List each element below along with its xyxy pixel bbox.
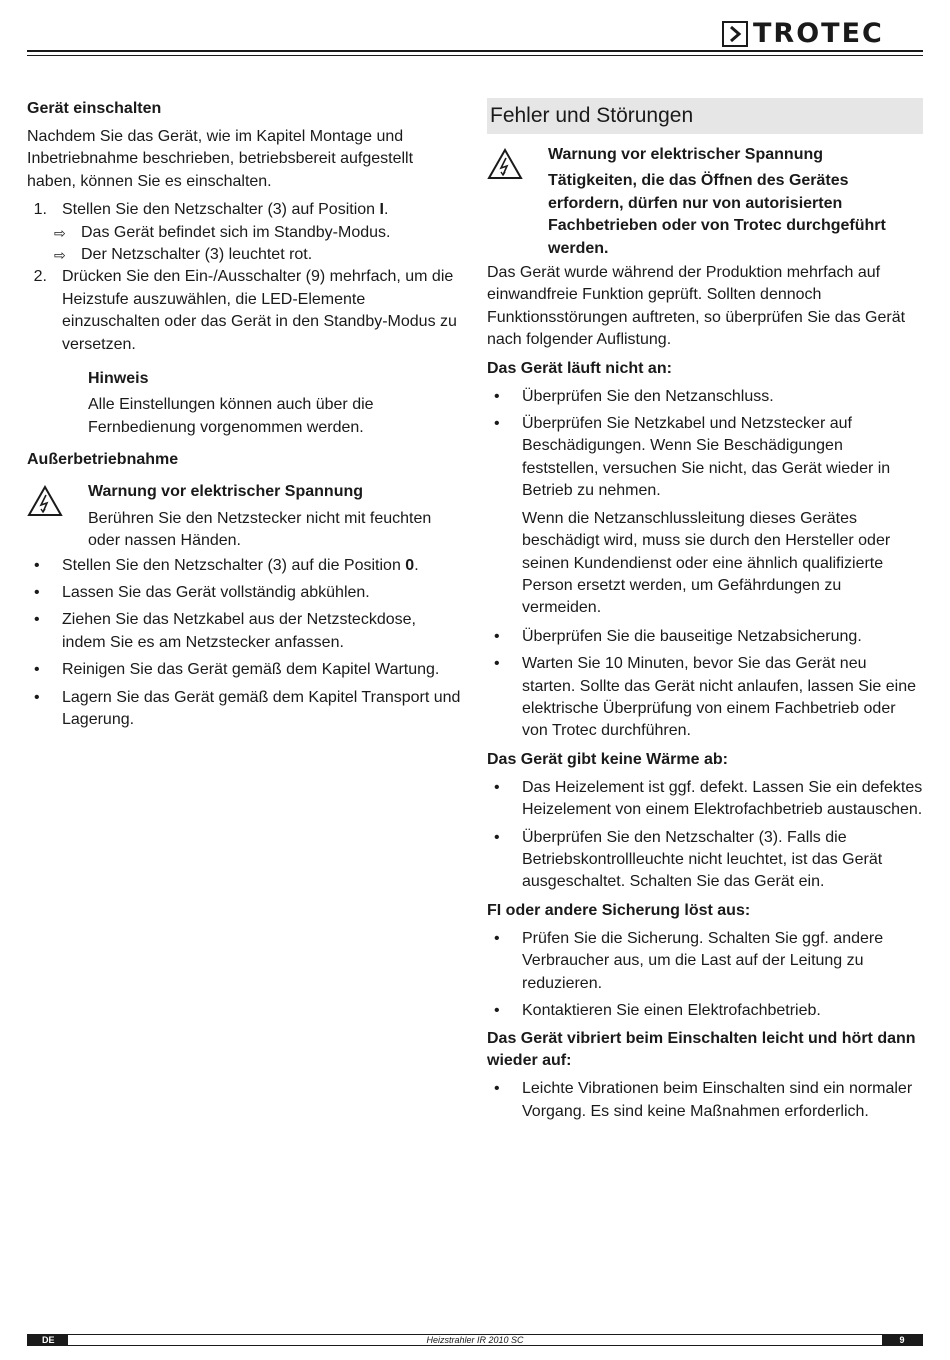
- bullet-icon: •: [494, 387, 500, 405]
- list-item-text: Überprüfen Sie den Netzschalter (3). Falls die Betriebskontrollleuchte nicht leuchtet, ist das Gerät ausgeschaltet. Schalten Sie das Gerät ein.: [522, 828, 883, 891]
- bullet-icon: •: [494, 415, 500, 433]
- bullet-icon: •: [494, 1002, 500, 1019]
- step-end: .: [383, 201, 389, 219]
- list-item-text: Überprüfen Sie den Netzanschluss.: [522, 387, 774, 405]
- list-item-text: Kontaktieren Sie einen Elektrofachbetrieb.: [522, 1002, 821, 1019]
- list-item: [27, 659, 463, 681]
- step-text: Drücken Sie den Ein-/Ausschalter (9) mehrfach, um die Heizstufe auszuwählen, die LED-Elemente einzuschalten oder das Gerät in den Standby-Modus zu versetzen.: [62, 268, 457, 353]
- list-item-text: Lagern Sie das Gerät gemäß dem Kapitel Transport und Lagerung.: [62, 688, 461, 728]
- list-item: [487, 827, 923, 894]
- list-item: [27, 609, 463, 654]
- note-text: Alle Einstellungen können auch über die Fernbedienung vorgenommen werden.: [88, 396, 374, 436]
- position-value: I: [379, 201, 384, 219]
- list-item-text: Leichte Vibrationen beim Einschalten sind ein normaler Vorgang. Es sind keine Maßnahmen erforderlich.: [522, 1080, 913, 1120]
- bullet-icon: •: [494, 655, 500, 673]
- list-item: [27, 582, 463, 604]
- trotec-chevron-icon: [722, 21, 748, 47]
- bullet-icon: •: [34, 688, 40, 706]
- warning-title: Warnung vor elektrischer Spannung: [548, 146, 824, 163]
- list-item: [27, 555, 463, 577]
- list-item: [487, 386, 923, 408]
- list-item: [487, 626, 923, 648]
- step-number: 1.: [33, 201, 47, 219]
- list-item-text: Das Heizelement ist ggf. defekt. Lassen Sie ein defektes Heizelement von einem Elektrofachbetrieb austauschen.: [522, 778, 923, 819]
- switch-on-intro: Nachdem Sie das Gerät, wie im Kapitel Montage und Inbetriebnahme beschrieben, betriebsbereit aufgestellt haben, können Sie es einschalten.: [27, 128, 414, 190]
- section-title: Fehler und Störungen: [487, 98, 923, 134]
- header-rule: [27, 50, 923, 52]
- list-item-text: Überprüfen Sie die bauseitige Netzabsicherung.: [522, 627, 862, 645]
- list-item-text: Lassen Sie das Gerät vollständig abkühlen.: [62, 583, 370, 601]
- issue-list: [487, 386, 923, 743]
- electrical-warning-icon: [487, 144, 548, 260]
- bullet-icon: •: [494, 778, 500, 796]
- logo-text: TROTEC: [753, 18, 884, 49]
- list-item-text: Prüfen Sie die Sicherung. Schalten Sie ggf. andere Verbraucher aus, um die Last auf der Leitung zu reduzieren.: [522, 929, 884, 992]
- issue-heading: Das Gerät gibt keine Wärme ab:: [487, 750, 728, 768]
- result-text: Das Gerät befindet sich im Standby-Modus.: [81, 223, 391, 241]
- bullet-icon: •: [494, 828, 500, 846]
- result-text: Der Netzschalter (3) leuchtet rot.: [81, 246, 313, 264]
- decommission-list: [27, 555, 463, 732]
- issue-heading: FI oder andere Sicherung löst aus:: [487, 901, 751, 919]
- list-item: [487, 928, 923, 995]
- page-footer: [27, 1334, 923, 1346]
- bullet-icon: •: [34, 661, 40, 679]
- list-item: [487, 777, 923, 822]
- warning-box: [487, 144, 923, 260]
- switch-on-heading: Gerät einschalten: [27, 100, 162, 117]
- list-item: [27, 687, 463, 732]
- issue-heading: Das Gerät vibriert beim Einschalten leicht und hört dann wieder auf:: [487, 1030, 916, 1070]
- issue-list: [487, 928, 923, 1023]
- result-arrow-icon: ⇨: [54, 224, 66, 241]
- list-item-text: Reinigen Sie das Gerät gemäß dem Kapitel Wartung.: [62, 661, 440, 679]
- list-item: [487, 413, 923, 503]
- bullet-icon: •: [34, 611, 40, 629]
- warning-title: Warnung vor elektrischer Spannung: [88, 483, 364, 501]
- issue-list: [487, 777, 923, 894]
- step-result: [27, 222, 463, 244]
- note-box: [27, 368, 463, 439]
- warning-box: [27, 481, 463, 552]
- result-arrow-icon: ⇨: [54, 247, 66, 264]
- product-name: Heizstrahler IR 2010 SC: [426, 1335, 524, 1345]
- bullet-icon: •: [494, 627, 500, 645]
- right-column: [487, 98, 923, 1129]
- troubleshooting-intro: Das Gerät wurde während der Produktion mehrfach auf einwandfreie Funktion geprüft. Sollten dennoch Funktionsstörungen auftreten, so überprüfen Sie das Gerät nach folgender Auflistung.: [487, 264, 906, 349]
- bullet-icon: •: [34, 583, 40, 601]
- step-result: [27, 244, 463, 266]
- bullet-icon: •: [494, 1080, 500, 1098]
- list-item-text: Ziehen Sie das Netzkabel aus der Netzsteckdose, indem Sie es am Netzstecker anfassen.: [62, 611, 416, 651]
- switch-on-steps: [27, 199, 463, 356]
- trotec-logo: [722, 20, 884, 48]
- list-item-text: Überprüfen Sie Netzkabel und Netzstecker auf Beschädigungen. Wenn Sie Beschädigungen feststellen, versuchen Sie nicht, das Gerät wieder in Betrieb zu nehmen.: [522, 415, 891, 500]
- list-item: [487, 653, 923, 743]
- bullet-icon: •: [34, 556, 40, 574]
- electrical-warning-icon: [27, 481, 88, 552]
- step-2: [27, 266, 463, 356]
- list-item-extra: Wenn die Netzanschlussleitung dieses Gerätes beschädigt wird, muss sie durch den Hersteller oder seinen Kundendienst oder eine ähnlich qualifizierte Person ersetzt werden, um Gefährdungen zu vermeiden.: [522, 509, 891, 617]
- step-1: [27, 199, 463, 221]
- list-item: [487, 1078, 923, 1123]
- header-rule-thin: [27, 55, 923, 56]
- bullet-icon: •: [494, 929, 500, 947]
- list-item-text: Warten Sie 10 Minuten, bevor Sie das Gerät neu starten. Sollte das Gerät nicht anlaufen, lassen Sie eine elektrische Überprüfung von einem Fachbetrieb oder von Trotec durchführen.: [522, 655, 917, 740]
- list-item-text: Stellen Sie den Netzschalter (3) auf die Position: [62, 556, 406, 574]
- left-column: [27, 98, 463, 737]
- list-item-end: .: [414, 556, 419, 574]
- issue-heading: Das Gerät läuft nicht an:: [487, 359, 672, 377]
- language-label: DE: [28, 1335, 68, 1345]
- note-title: Hinweis: [88, 370, 149, 388]
- position-value: 0: [405, 556, 415, 574]
- decommission-heading: Außerbetriebnahme: [27, 451, 179, 469]
- step-number: 2.: [33, 268, 47, 286]
- step-text: Stellen Sie den Netzschalter (3) auf Position: [62, 201, 380, 219]
- warning-text: Berühren Sie den Netzstecker nicht mit feuchten oder nassen Händen.: [88, 509, 432, 550]
- page-number: 9: [882, 1335, 922, 1345]
- issue-list: [487, 1078, 923, 1123]
- warning-text: Tätigkeiten, die das Öffnen des Gerätes erfordern, dürfen nur von autorisierten Fachbetrieben oder von Trotec durchgeführt werden.: [548, 172, 886, 257]
- list-item: [487, 1000, 923, 1022]
